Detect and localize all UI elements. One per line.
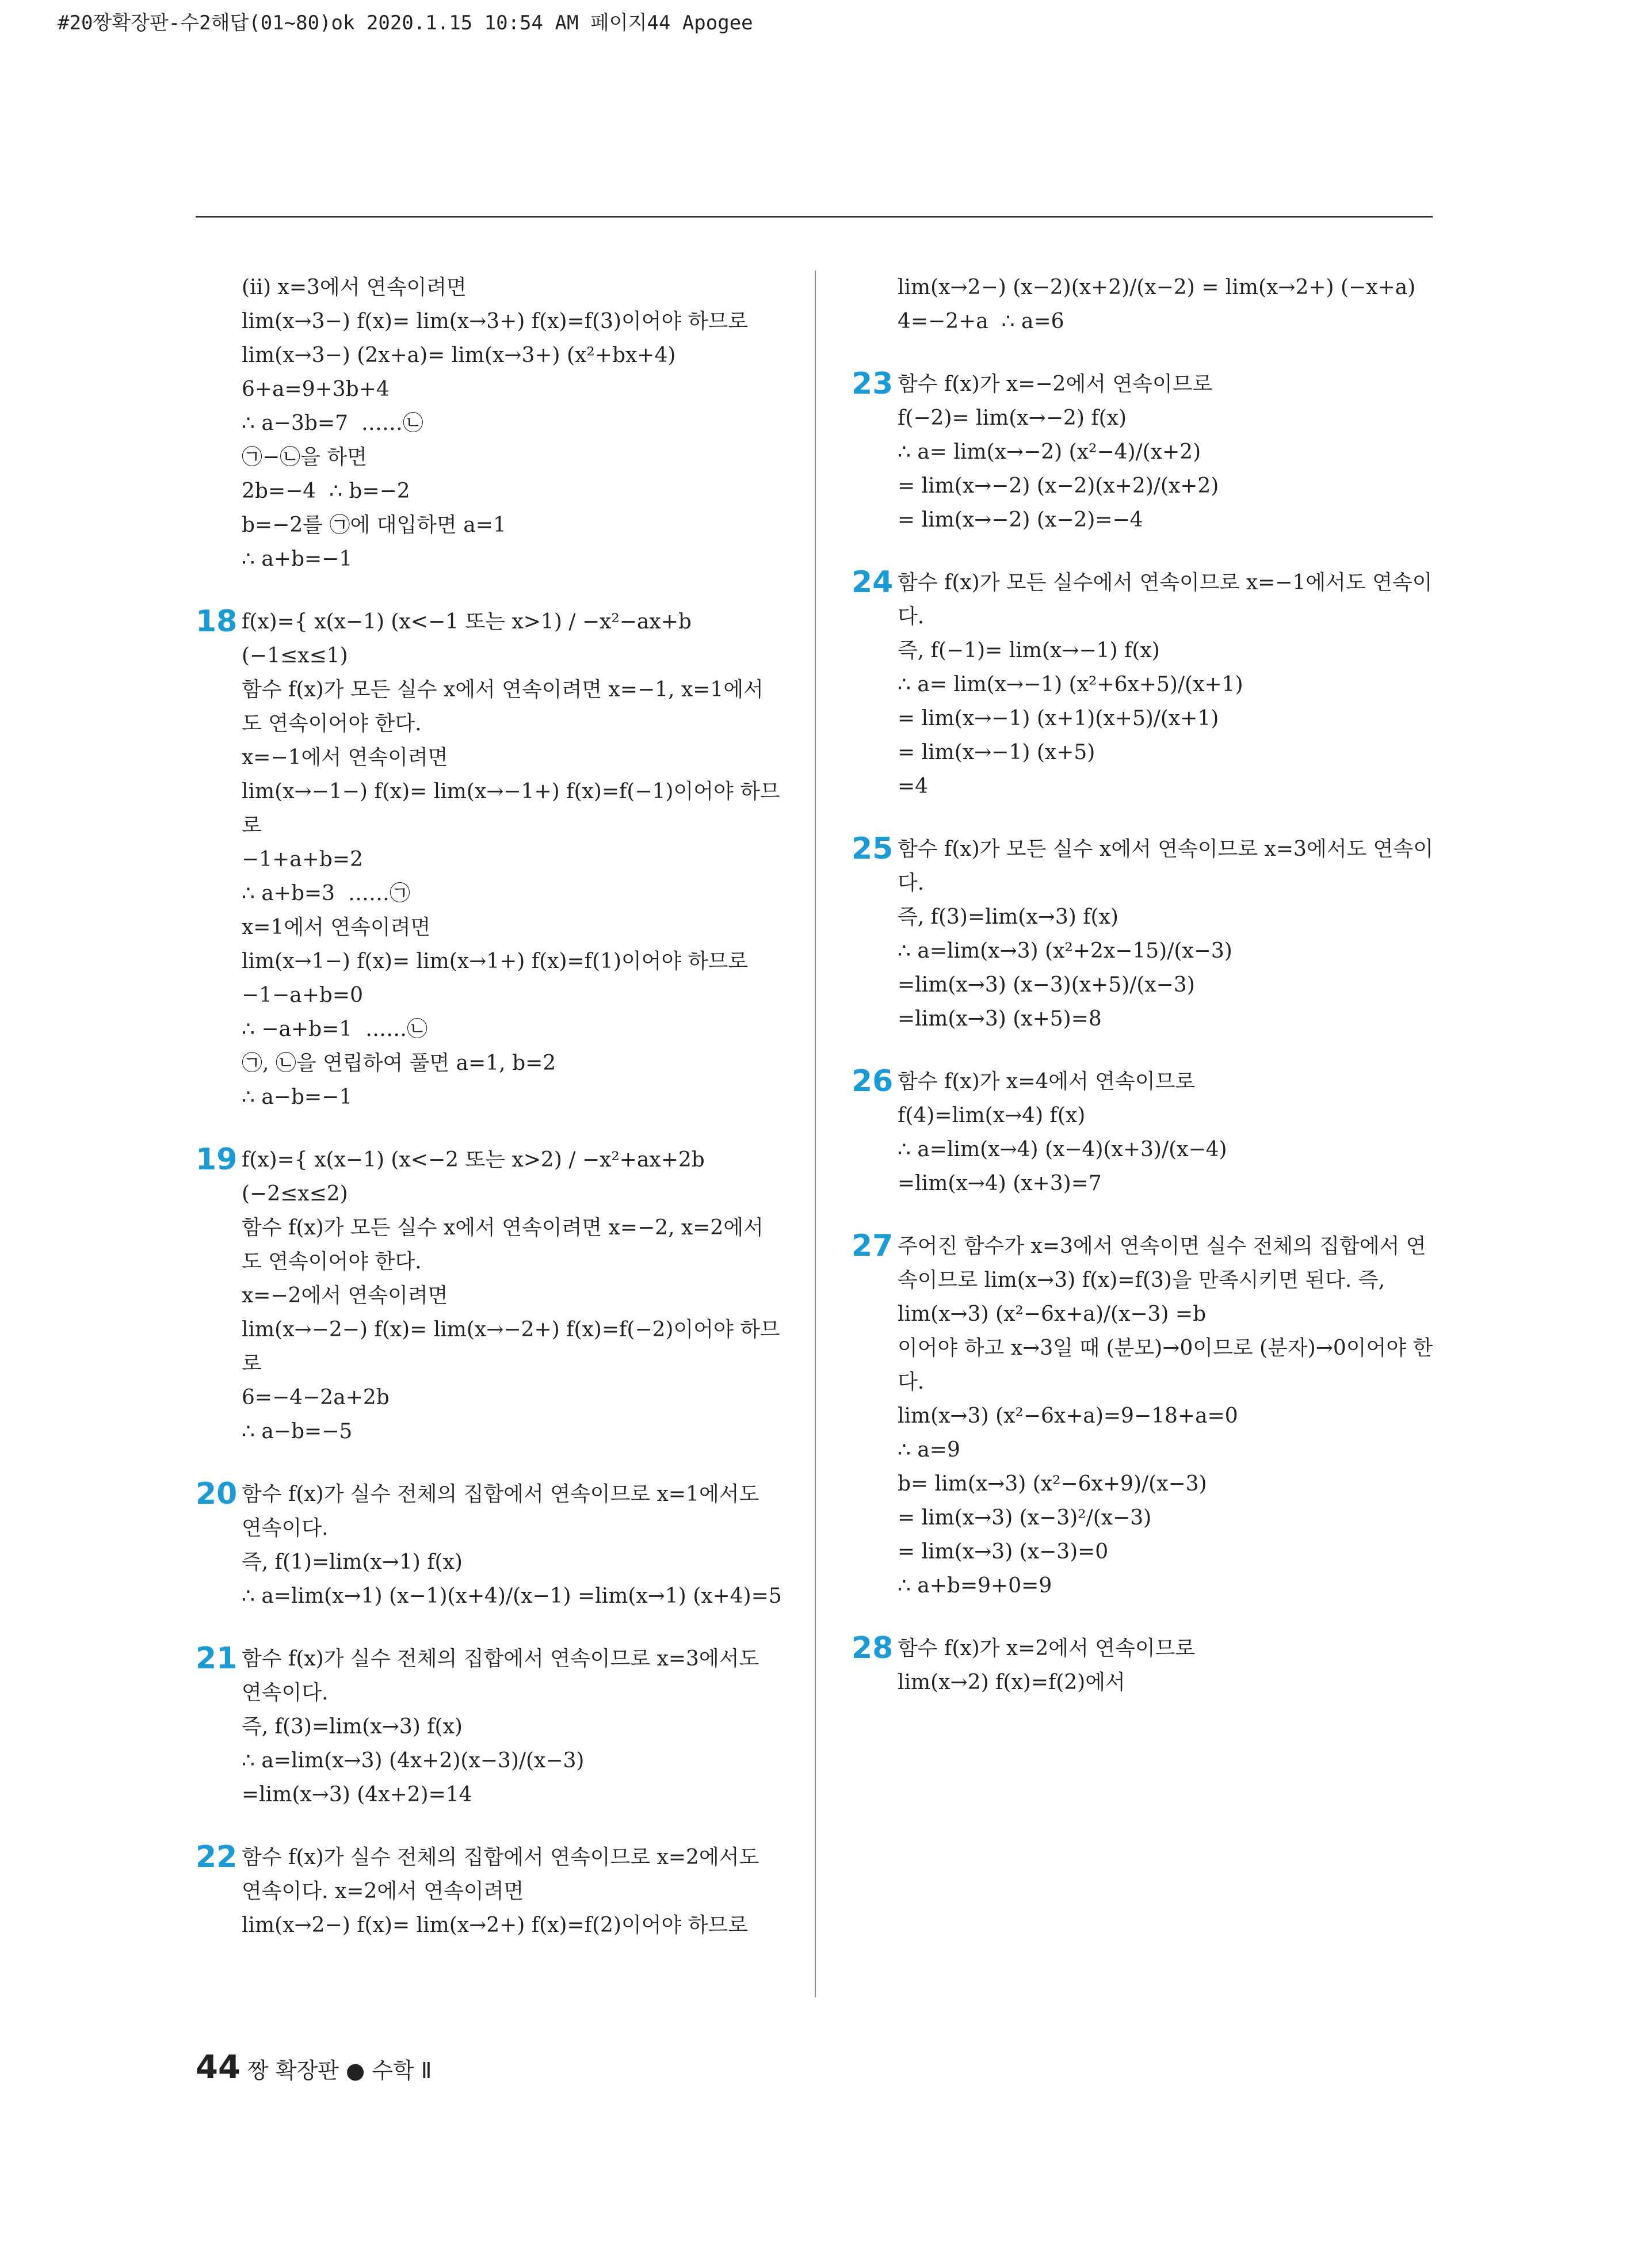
- solution-line: 6+a=9+3b+4: [242, 378, 390, 401]
- top-rule: [196, 216, 1433, 218]
- solution-line: lim(x→3) (x²−6x+a)/(x−3) =b: [898, 1302, 1207, 1326]
- solution-line: lim(x→3−) f(x)= lim(x→3+) f(x)=f(3)이어야 하므로: [242, 310, 749, 333]
- solution-line: 함수 f(x)가 x=2에서 연속이므로: [898, 1637, 1196, 1660]
- problem: [852, 270, 1438, 338]
- problem-number: 26: [852, 1064, 894, 1099]
- solution-line: 즉, f(−1)= lim(x→−1) f(x): [898, 639, 1160, 662]
- problem-number: 28: [852, 1631, 894, 1665]
- problem: [196, 1642, 782, 1812]
- solution-line: 2b=−4 ∴ b=−2: [242, 479, 410, 503]
- solution-line: =lim(x→4) (x+3)=7: [898, 1172, 1102, 1195]
- solution-line: 주어진 함수가 x=3에서 연속이면 실수 전체의 집합에서 연속이므로 lim(x→3) f(x)=f(3)을 만족시키면 된다. 즉,: [898, 1234, 1426, 1292]
- solution-line: 즉, f(1)=lim(x→1) f(x): [242, 1550, 463, 1574]
- solution-line: ∴ a= lim(x→−2) (x²−4)/(x+2): [898, 440, 1201, 464]
- problem: [852, 1229, 1438, 1603]
- solution-line: lim(x→3−) (2x+a)= lim(x→3+) (x²+bx+4): [242, 344, 676, 367]
- solution-line: lim(x→2−) f(x)= lim(x→2+) f(x)=f(2)이어야 하므로: [242, 1913, 749, 1937]
- solution-line: ㉠−㉡을 하면: [242, 445, 367, 469]
- solution-line: −1+a+b=2: [242, 848, 363, 871]
- solution-line: ∴ −a+b=1 ……㉡: [242, 1017, 428, 1041]
- solution-line: lim(x→1−) f(x)= lim(x→1+) f(x)=f(1)이어야 하므로: [242, 950, 749, 973]
- solution-line: lim(x→2−) (x−2)(x+2)/(x−2) = lim(x→2+) (−x+a): [898, 276, 1416, 299]
- solution-line: 이어야 하고 x→3일 때 (분모)→0이므로 (분자)→0이어야 한다.: [898, 1336, 1433, 1394]
- solution-line: = lim(x→−1) (x+5): [898, 741, 1095, 764]
- solution-line: b=−2를 ㉠에 대입하면 a=1: [242, 513, 506, 537]
- solution-line: lim(x→3) (x²−6x+a)=9−18+a=0: [898, 1404, 1238, 1428]
- solution-line: f(x)={ x(x−1) (x<−1 또는 x>1) / −x²−ax+b (−1≤x≤1): [242, 610, 698, 668]
- solution-line: 함수 f(x)가 실수 전체의 집합에서 연속이므로 x=1에서도 연속이다.: [242, 1482, 766, 1540]
- solution-line: = lim(x→−2) (x−2)=−4: [898, 508, 1143, 532]
- solution-line: lim(x→−1−) f(x)= lim(x→−1+) f(x)=f(−1)이어야 하므로: [242, 780, 780, 837]
- problem: [196, 270, 782, 576]
- solution-line: (ⅱ) x=3에서 연속이려면: [242, 276, 467, 299]
- solution-line: f(x)={ x(x−1) (x<−2 또는 x>2) / −x²+ax+2b (−2≤x≤2): [242, 1148, 712, 1206]
- solution-line: ∴ a=lim(x→4) (x−4)(x+3)/(x−4): [898, 1138, 1227, 1161]
- solution-line: ∴ a+b=3 ……㉠: [242, 882, 410, 905]
- problem: [852, 367, 1438, 537]
- solution-line: 함수 f(x)가 모든 실수에서 연속이므로 x=−1에서도 연속이다.: [898, 571, 1433, 628]
- problem-number: 22: [196, 1840, 238, 1874]
- solution-line: ∴ a−b=−1: [242, 1085, 353, 1109]
- solution-line: 함수 f(x)가 실수 전체의 집합에서 연속이므로 x=3에서도 연속이다.: [242, 1647, 766, 1705]
- solution-line: 4=−2+a ∴ a=6: [898, 310, 1064, 333]
- column-divider: [815, 270, 816, 1997]
- problem: [196, 605, 782, 1114]
- solution-line: = lim(x→3) (x−3)=0: [898, 1540, 1109, 1564]
- solution-line: f(−2)= lim(x→−2) f(x): [898, 406, 1127, 430]
- solution-line: =lim(x→3) (4x+2)=14: [242, 1783, 472, 1806]
- solution-line: 즉, f(3)=lim(x→3) f(x): [898, 905, 1119, 929]
- solution-line: = lim(x→−2) (x−2)(x+2)/(x+2): [898, 474, 1219, 498]
- solution-line: f(4)=lim(x→4) f(x): [898, 1104, 1086, 1127]
- print-header: #20짱확장판-수2해답(01~80)ok 2020.1.15 10:54 AM 페이지44 Apogee: [58, 12, 753, 35]
- problem: [852, 1632, 1438, 1699]
- problem-number: 24: [852, 565, 894, 600]
- solution-line: 함수 f(x)가 모든 실수 x에서 연속이므로 x=3에서도 연속이다.: [898, 837, 1434, 895]
- solution-line: 함수 f(x)가 실수 전체의 집합에서 연속이므로 x=2에서도 연속이다. x=2에서 연속이려면: [242, 1846, 766, 1903]
- solution-line: lim(x→−2−) f(x)= lim(x→−2+) f(x)=f(−2)이어야 하므로: [242, 1318, 780, 1375]
- problem-number: 21: [196, 1641, 238, 1676]
- solution-line: ∴ a=9: [898, 1438, 960, 1462]
- solution-line: 6=−4−2a+2b: [242, 1386, 390, 1409]
- problem: [852, 566, 1438, 803]
- solution-line: ∴ a=lim(x→3) (x²+2x−15)/(x−3): [898, 939, 1232, 963]
- solution-line: ∴ a=lim(x→1) (x−1)(x+4)/(x−1) =lim(x→1) (x+4)=5: [242, 1584, 782, 1608]
- problem-number: 18: [196, 604, 238, 639]
- problem-number: 20: [196, 1477, 238, 1511]
- footer: [196, 2049, 432, 2086]
- solution-line: lim(x→2) f(x)=f(2)에서: [898, 1671, 1125, 1694]
- solution-line: =lim(x→3) (x−3)(x+5)/(x−3): [898, 973, 1195, 997]
- problem-number: 23: [852, 367, 894, 401]
- problem: [196, 1840, 782, 1942]
- solution-line: ㉠, ㉡을 연립하여 풀면 a=1, b=2: [242, 1051, 556, 1075]
- solution-line: x=−2에서 연속이려면: [242, 1284, 448, 1308]
- solution-line: −1−a+b=0: [242, 984, 363, 1007]
- right-column: [852, 270, 1438, 1728]
- solution-line: ∴ a−3b=7 ……㉡: [242, 411, 423, 435]
- solution-line: ∴ a=lim(x→3) (4x+2)(x−3)/(x−3): [242, 1749, 585, 1773]
- page-number: 44: [196, 2049, 241, 2086]
- solution-line: 함수 f(x)가 x=4에서 연속이므로: [898, 1070, 1196, 1093]
- solution-line: =4: [898, 775, 929, 798]
- solution-line: x=−1에서 연속이려면: [242, 746, 448, 769]
- solution-line: 함수 f(x)가 모든 실수 x에서 연속이려면 x=−1, x=1에서도 연속이어야 한다.: [242, 678, 764, 735]
- problem: [196, 1143, 782, 1449]
- problem-number: 19: [196, 1142, 238, 1177]
- solution-line: ∴ a+b=−1: [242, 547, 353, 571]
- problem: [196, 1477, 782, 1613]
- solution-line: 즉, f(3)=lim(x→3) f(x): [242, 1715, 463, 1739]
- problem: [852, 832, 1438, 1036]
- solution-line: x=1에서 연속이려면: [242, 916, 431, 939]
- problem: [852, 1065, 1438, 1200]
- left-column: [196, 270, 782, 1971]
- solution-line: = lim(x→−1) (x+1)(x+5)/(x+1): [898, 707, 1219, 730]
- solution-line: ∴ a−b=−5: [242, 1420, 353, 1443]
- book-title: 짱 확장판 ● 수학 Ⅱ: [247, 2058, 432, 2083]
- solution-line: b= lim(x→3) (x²−6x+9)/(x−3): [898, 1472, 1207, 1496]
- solution-line: 함수 f(x)가 x=−2에서 연속이므로: [898, 372, 1213, 396]
- solution-line: = lim(x→3) (x−3)²/(x−3): [898, 1506, 1152, 1530]
- solution-line: 함수 f(x)가 모든 실수 x에서 연속이려면 x=−2, x=2에서도 연속이어야 한다.: [242, 1216, 764, 1274]
- solution-line: =lim(x→3) (x+5)=8: [898, 1007, 1102, 1031]
- solution-line: ∴ a+b=9+0=9: [898, 1574, 1052, 1598]
- solution-line: ∴ a= lim(x→−1) (x²+6x+5)/(x+1): [898, 673, 1243, 696]
- problem-number: 25: [852, 832, 894, 866]
- problem-number: 27: [852, 1229, 894, 1263]
